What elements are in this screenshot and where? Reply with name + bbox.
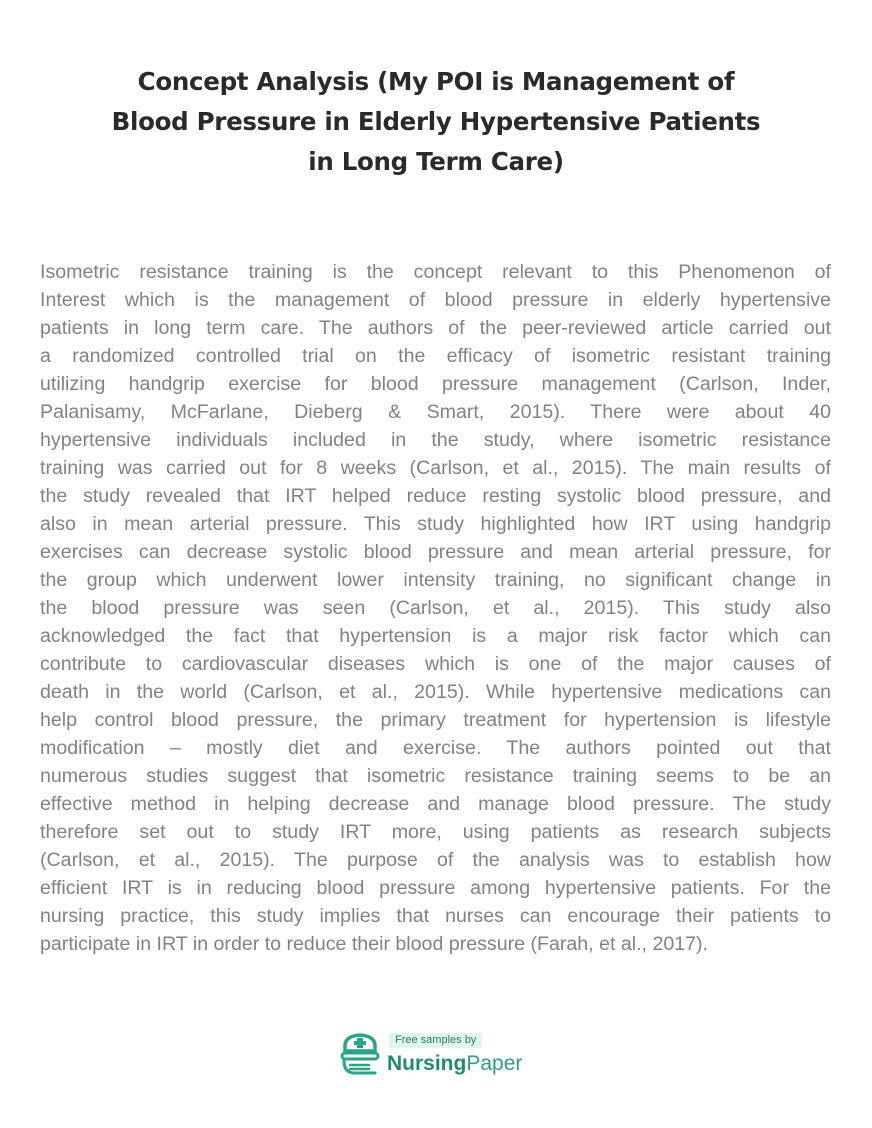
text-line: therefore set out to study IRT more, using patients as research subjects: [40, 821, 831, 843]
text-line: the blood pressure was seen (Carlson, et al., 2015). This study also: [40, 597, 831, 619]
text-line: hypertensive individuals included in the study, where isometric resistance: [40, 429, 831, 451]
text-line: the study revealed that IRT helped reduce resting systolic blood pressure, and: [40, 485, 831, 507]
brand-name-light: Paper: [466, 1052, 523, 1075]
text-line: the group which underwent lower intensity training, no significant change in: [40, 569, 831, 591]
brand-name-bold: Nursing: [387, 1052, 467, 1075]
text-line: (Carlson, et al., 2015). The purpose of the analysis was to establish how: [40, 849, 831, 871]
text-line: numerous studies suggest that isometric resistance training seems to be an: [40, 765, 831, 787]
text-line: training was carried out for 8 weeks (Carlson, et al., 2015). The main results of: [40, 457, 831, 479]
brand-name: [387, 1050, 522, 1078]
text-line: effective method in helping decrease and manage blood pressure. The study: [40, 793, 831, 815]
text-line: Palanisamy, McFarlane, Dieberg & Smart, 2015). There were about 40: [40, 401, 831, 423]
title-line: in Long Term Care): [308, 147, 564, 176]
text-line: Interest which is the management of blood pressure in elderly hypertensive: [40, 289, 831, 311]
text-line: Isometric resistance training is the concept relevant to this Phenomenon of: [40, 261, 831, 283]
page-title: [80, 62, 792, 182]
text-line: a randomized controlled trial on the efficacy of isometric resistant training: [40, 345, 831, 367]
text-line: patients in long term care. The authors of the peer-reviewed article carried out: [40, 317, 831, 339]
free-samples-badge: Free samples by: [389, 1033, 482, 1048]
text-line: acknowledged the fact that hypertension is a major risk factor which can: [40, 625, 831, 647]
text-line: death in the world (Carlson, et al., 2015). While hypertensive medications can: [40, 681, 831, 703]
text-line: exercises can decrease systolic blood pressure and mean arterial pressure, for: [40, 541, 831, 563]
nurse-cap-book-icon: [339, 1032, 381, 1076]
text-line: help control blood pressure, the primary treatment for hypertension is lifestyle: [40, 709, 831, 731]
text-line: contribute to cardiovascular diseases which is one of the major causes of: [40, 653, 831, 675]
body-paragraph: [40, 258, 831, 958]
text-line: nursing practice, this study implies that nurses can encourage their patients to: [40, 905, 831, 927]
title-line: Blood Pressure in Elderly Hypertensive Patients: [111, 107, 761, 136]
text-line: modification – mostly diet and exercise. The authors pointed out that: [40, 737, 831, 759]
nursing-paper-logo[interactable]: [339, 1032, 539, 1080]
text-line: also in mean arterial pressure. This study highlighted how IRT using handgrip: [40, 513, 831, 535]
title-line: Concept Analysis (My POI is Management of: [137, 67, 735, 96]
text-line: efficient IRT is in reducing blood pressure among hypertensive patients. For the: [40, 877, 831, 899]
text-line-last: participate in IRT in order to reduce their blood pressure (Farah, et al., 2017).: [40, 933, 708, 955]
text-line: utilizing handgrip exercise for blood pressure management (Carlson, Inder,: [40, 373, 831, 395]
